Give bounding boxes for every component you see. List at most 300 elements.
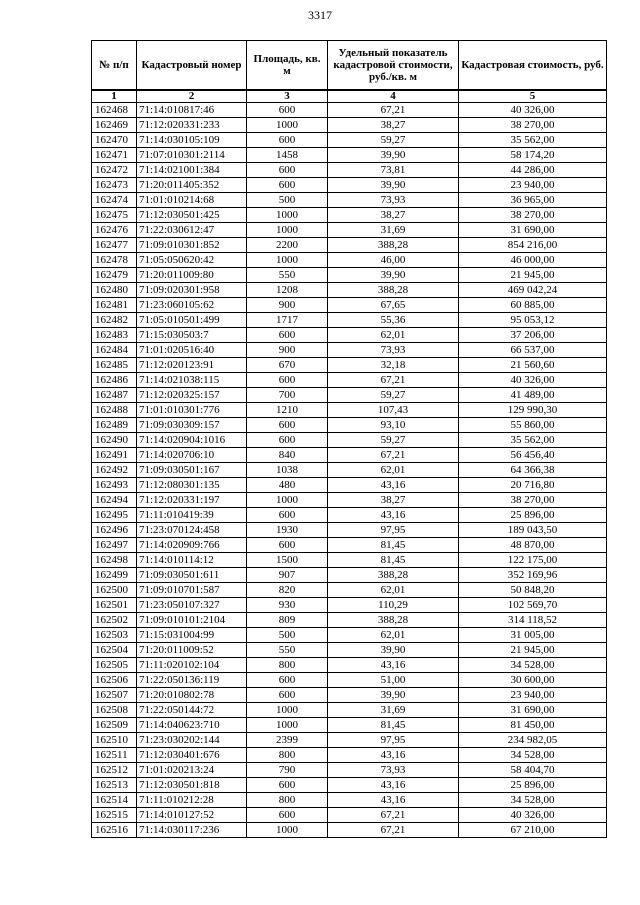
table-row (92, 223, 607, 238)
cadastral-value-cell: 21 560,60 (459, 358, 607, 373)
cadastral-number-cell: 71:01:020516:40 (137, 343, 247, 358)
cadastral-value-cell: 40 326,00 (459, 808, 607, 823)
area-cell: 800 (247, 793, 328, 808)
row-number-cell: 162509 (92, 718, 137, 733)
row-number-cell: 162482 (92, 313, 137, 328)
row-number-cell: 162499 (92, 568, 137, 583)
row-number-cell: 162496 (92, 523, 137, 538)
cadastral-number-cell: 71:12:030401:676 (137, 748, 247, 763)
cadastral-number-cell: 71:15:030503:7 (137, 328, 247, 343)
cadastral-value-cell: 352 169,96 (459, 568, 607, 583)
row-number-cell: 162492 (92, 463, 137, 478)
cadastral-value-cell: 21 945,00 (459, 268, 607, 283)
row-number-cell: 162476 (92, 223, 137, 238)
cadastral-number-cell: 71:14:030117:236 (137, 823, 247, 838)
unit-value-cell: 67,21 (328, 373, 459, 388)
cadastral-number-cell: 71:05:010501:499 (137, 313, 247, 328)
table-row (92, 823, 607, 838)
cadastral-number-cell: 71:14:010127:52 (137, 808, 247, 823)
area-cell: 900 (247, 298, 328, 313)
row-number-cell: 162513 (92, 778, 137, 793)
column-number: 4 (328, 90, 459, 103)
cadastral-value-cell: 66 537,00 (459, 343, 607, 358)
row-number-cell: 162512 (92, 763, 137, 778)
cadastral-number-cell: 71:09:030501:167 (137, 463, 247, 478)
cadastral-number-cell: 71:14:021038:115 (137, 373, 247, 388)
row-number-cell: 162479 (92, 268, 137, 283)
cadastral-value-cell: 189 043,50 (459, 523, 607, 538)
area-cell: 1000 (247, 223, 328, 238)
row-number-cell: 162487 (92, 388, 137, 403)
unit-value-cell: 93,10 (328, 418, 459, 433)
unit-value-cell: 38,27 (328, 208, 459, 223)
table-row (92, 688, 607, 703)
area-cell: 1500 (247, 553, 328, 568)
unit-value-cell: 62,01 (328, 628, 459, 643)
area-cell: 2399 (247, 733, 328, 748)
area-cell: 600 (247, 133, 328, 148)
area-cell: 1000 (247, 118, 328, 133)
row-number-cell: 162500 (92, 583, 137, 598)
table-row (92, 403, 607, 418)
row-number-cell: 162489 (92, 418, 137, 433)
area-cell: 600 (247, 508, 328, 523)
cadastral-value-cell: 56 456,40 (459, 448, 607, 463)
row-number-cell: 162486 (92, 373, 137, 388)
cadastral-number-cell: 71:14:020904:1016 (137, 433, 247, 448)
area-cell: 600 (247, 538, 328, 553)
row-number-cell: 162481 (92, 298, 137, 313)
cadastral-number-cell: 71:22:050136:119 (137, 673, 247, 688)
cadastral-number-cell: 71:23:070124:458 (137, 523, 247, 538)
area-cell: 900 (247, 343, 328, 358)
row-number-cell: 162488 (92, 403, 137, 418)
cadastral-number-cell: 71:09:020301:958 (137, 283, 247, 298)
unit-value-cell: 97,95 (328, 733, 459, 748)
row-number-cell: 162478 (92, 253, 137, 268)
unit-value-cell: 51,00 (328, 673, 459, 688)
area-cell: 600 (247, 373, 328, 388)
area-cell: 1930 (247, 523, 328, 538)
area-cell: 1000 (247, 718, 328, 733)
cadastral-number-cell: 71:01:010214:68 (137, 193, 247, 208)
row-number-cell: 162493 (92, 478, 137, 493)
cadastral-value-cell: 41 489,00 (459, 388, 607, 403)
table-row (92, 673, 607, 688)
table-row (92, 268, 607, 283)
header-cadastral-value: Кадастровая стоимость, руб. (459, 41, 607, 91)
unit-value-cell: 388,28 (328, 283, 459, 298)
table-row (92, 193, 607, 208)
cadastral-number-cell: 71:12:020123:91 (137, 358, 247, 373)
row-number-cell: 162497 (92, 538, 137, 553)
cadastral-number-cell: 71:22:050144:72 (137, 703, 247, 718)
table-row (92, 643, 607, 658)
area-cell: 820 (247, 583, 328, 598)
area-cell: 600 (247, 778, 328, 793)
cadastral-value-cell: 58 404,70 (459, 763, 607, 778)
cadastral-value-cell: 44 286,00 (459, 163, 607, 178)
unit-value-cell: 81,45 (328, 538, 459, 553)
unit-value-cell: 388,28 (328, 238, 459, 253)
row-number-cell: 162503 (92, 628, 137, 643)
area-cell: 600 (247, 808, 328, 823)
row-number-cell: 162474 (92, 193, 137, 208)
table-row (92, 523, 607, 538)
area-cell: 1038 (247, 463, 328, 478)
cadastral-number-cell: 71:12:030501:818 (137, 778, 247, 793)
column-number: 1 (92, 90, 137, 103)
table-row (92, 628, 607, 643)
table-body (92, 103, 607, 838)
unit-value-cell: 38,27 (328, 493, 459, 508)
cadastral-number-cell: 71:15:031004:99 (137, 628, 247, 643)
cadastral-number-cell: 71:01:010301:776 (137, 403, 247, 418)
cadastral-value-cell: 95 053,12 (459, 313, 607, 328)
table-row (92, 718, 607, 733)
cadastral-number-cell: 71:09:010101:2104 (137, 613, 247, 628)
cadastral-number-cell: 71:09:010701:587 (137, 583, 247, 598)
cadastral-number-cell: 71:07:010301:2114 (137, 148, 247, 163)
table-row (92, 763, 607, 778)
table-row (92, 478, 607, 493)
unit-value-cell: 39,90 (328, 643, 459, 658)
cadastral-value-cell: 234 982,05 (459, 733, 607, 748)
row-number-cell: 162483 (92, 328, 137, 343)
area-cell: 600 (247, 433, 328, 448)
cadastral-number-cell: 71:20:010802:78 (137, 688, 247, 703)
page-number: 3317 (308, 8, 332, 22)
area-cell: 1208 (247, 283, 328, 298)
unit-value-cell: 59,27 (328, 133, 459, 148)
row-number-cell: 162498 (92, 553, 137, 568)
area-cell: 1000 (247, 493, 328, 508)
cadastral-number-cell: 71:09:030309:157 (137, 418, 247, 433)
row-number-cell: 162485 (92, 358, 137, 373)
unit-value-cell: 39,90 (328, 148, 459, 163)
cadastral-number-cell: 71:23:060105:62 (137, 298, 247, 313)
area-cell: 2200 (247, 238, 328, 253)
table-row (92, 598, 607, 613)
header-area: Площадь, кв. м (247, 41, 328, 91)
area-cell: 1717 (247, 313, 328, 328)
cadastral-value-cell: 37 206,00 (459, 328, 607, 343)
cadastral-value-cell: 48 870,00 (459, 538, 607, 553)
row-number-cell: 162491 (92, 448, 137, 463)
cadastral-value-cell: 64 366,38 (459, 463, 607, 478)
area-cell: 1000 (247, 253, 328, 268)
table-row (92, 553, 607, 568)
cadastral-value-cell: 469 042,24 (459, 283, 607, 298)
row-number-cell: 162507 (92, 688, 137, 703)
unit-value-cell: 73,81 (328, 163, 459, 178)
cadastral-value-table (91, 40, 607, 838)
cadastral-number-cell: 71:14:030105:109 (137, 133, 247, 148)
area-cell: 1000 (247, 703, 328, 718)
unit-value-cell: 62,01 (328, 328, 459, 343)
area-cell: 600 (247, 673, 328, 688)
row-number-cell: 162515 (92, 808, 137, 823)
unit-value-cell: 388,28 (328, 568, 459, 583)
cadastral-number-cell: 71:12:020331:197 (137, 493, 247, 508)
cadastral-number-cell: 71:20:011009:52 (137, 643, 247, 658)
table-row (92, 148, 607, 163)
column-number: 3 (247, 90, 328, 103)
area-cell: 1210 (247, 403, 328, 418)
table-row (92, 418, 607, 433)
header-row (92, 41, 607, 91)
area-cell: 600 (247, 163, 328, 178)
unit-value-cell: 43,16 (328, 508, 459, 523)
unit-value-cell: 39,90 (328, 178, 459, 193)
table-row (92, 658, 607, 673)
unit-value-cell: 59,27 (328, 388, 459, 403)
table-row (92, 118, 607, 133)
cadastral-number-cell: 71:12:020331:233 (137, 118, 247, 133)
cadastral-number-cell: 71:14:010817:46 (137, 103, 247, 118)
row-number-cell: 162469 (92, 118, 137, 133)
unit-value-cell: 55,36 (328, 313, 459, 328)
cadastral-value-cell: 81 450,00 (459, 718, 607, 733)
table-row (92, 283, 607, 298)
unit-value-cell: 31,69 (328, 703, 459, 718)
cadastral-number-cell: 71:23:030202:144 (137, 733, 247, 748)
table-row (92, 103, 607, 118)
table-row (92, 208, 607, 223)
cadastral-number-cell: 71:14:010114:12 (137, 553, 247, 568)
row-number-cell: 162501 (92, 598, 137, 613)
area-cell: 840 (247, 448, 328, 463)
cadastral-value-cell: 60 885,00 (459, 298, 607, 313)
table-row (92, 793, 607, 808)
unit-value-cell: 43,16 (328, 658, 459, 673)
row-number-cell: 162480 (92, 283, 137, 298)
cadastral-value-cell: 58 174,20 (459, 148, 607, 163)
cadastral-value-cell: 314 118,52 (459, 613, 607, 628)
area-cell: 800 (247, 658, 328, 673)
cadastral-value-cell: 38 270,00 (459, 118, 607, 133)
cadastral-value-cell: 55 860,00 (459, 418, 607, 433)
cadastral-value-cell: 23 940,00 (459, 178, 607, 193)
row-number-cell: 162505 (92, 658, 137, 673)
area-cell: 600 (247, 103, 328, 118)
cadastral-number-cell: 71:11:020102:104 (137, 658, 247, 673)
cadastral-value-cell: 23 940,00 (459, 688, 607, 703)
row-number-cell: 162472 (92, 163, 137, 178)
area-cell: 480 (247, 478, 328, 493)
unit-value-cell: 43,16 (328, 478, 459, 493)
cadastral-value-cell: 67 210,00 (459, 823, 607, 838)
table-row (92, 583, 607, 598)
cadastral-number-cell: 71:20:011405:352 (137, 178, 247, 193)
cadastral-value-cell: 20 716,80 (459, 478, 607, 493)
unit-value-cell: 388,28 (328, 613, 459, 628)
unit-value-cell: 67,21 (328, 103, 459, 118)
table-row (92, 178, 607, 193)
row-number-cell: 162471 (92, 148, 137, 163)
unit-value-cell: 81,45 (328, 718, 459, 733)
table-row (92, 343, 607, 358)
area-cell: 500 (247, 628, 328, 643)
cadastral-value-cell: 129 990,30 (459, 403, 607, 418)
area-cell: 600 (247, 688, 328, 703)
cadastral-value-cell: 102 569,70 (459, 598, 607, 613)
cadastral-number-cell: 71:23:050107:327 (137, 598, 247, 613)
cadastral-number-cell: 71:11:010212:28 (137, 793, 247, 808)
cadastral-value-cell: 35 562,00 (459, 133, 607, 148)
table-row (92, 388, 607, 403)
row-number-cell: 162510 (92, 733, 137, 748)
unit-value-cell: 67,21 (328, 808, 459, 823)
unit-value-cell: 97,95 (328, 523, 459, 538)
unit-value-cell: 59,27 (328, 433, 459, 448)
row-number-cell: 162511 (92, 748, 137, 763)
cadastral-value-cell: 50 848,20 (459, 583, 607, 598)
unit-value-cell: 43,16 (328, 793, 459, 808)
cadastral-number-cell: 71:09:030501:611 (137, 568, 247, 583)
cadastral-value-cell: 40 326,00 (459, 103, 607, 118)
area-cell: 500 (247, 193, 328, 208)
table-row (92, 373, 607, 388)
cadastral-value-cell: 38 270,00 (459, 493, 607, 508)
table-row (92, 238, 607, 253)
table-row (92, 508, 607, 523)
unit-value-cell: 73,93 (328, 193, 459, 208)
table-row (92, 313, 607, 328)
unit-value-cell: 107,43 (328, 403, 459, 418)
area-cell: 1458 (247, 148, 328, 163)
area-cell: 1000 (247, 823, 328, 838)
area-cell: 670 (247, 358, 328, 373)
cadastral-number-cell: 71:05:050620:42 (137, 253, 247, 268)
area-cell: 600 (247, 328, 328, 343)
table-row (92, 133, 607, 148)
column-number: 5 (459, 90, 607, 103)
row-number-cell: 162502 (92, 613, 137, 628)
unit-value-cell: 62,01 (328, 583, 459, 598)
unit-value-cell: 43,16 (328, 748, 459, 763)
cadastral-number-cell: 71:20:011009:80 (137, 268, 247, 283)
header-cadastral-number: Кадастровый номер (137, 41, 247, 91)
unit-value-cell: 81,45 (328, 553, 459, 568)
table-row (92, 808, 607, 823)
cadastral-value-cell: 122 175,00 (459, 553, 607, 568)
cadastral-number-cell: 71:11:010419:39 (137, 508, 247, 523)
cadastral-number-cell: 71:09:010301:852 (137, 238, 247, 253)
cadastral-value-cell: 31 690,00 (459, 223, 607, 238)
unit-value-cell: 110,29 (328, 598, 459, 613)
row-number-cell: 162490 (92, 433, 137, 448)
area-cell: 700 (247, 388, 328, 403)
row-number-cell: 162516 (92, 823, 137, 838)
unit-value-cell: 67,65 (328, 298, 459, 313)
cadastral-number-cell: 71:14:040623:710 (137, 718, 247, 733)
area-cell: 809 (247, 613, 328, 628)
cadastral-number-cell: 71:14:021001:384 (137, 163, 247, 178)
cadastral-value-cell: 34 528,00 (459, 748, 607, 763)
cadastral-number-cell: 71:22:030612:47 (137, 223, 247, 238)
table-row (92, 448, 607, 463)
cadastral-number-cell: 71:14:020909:766 (137, 538, 247, 553)
cadastral-number-cell: 71:12:080301:135 (137, 478, 247, 493)
unit-value-cell: 43,16 (328, 778, 459, 793)
row-number-cell: 162506 (92, 673, 137, 688)
unit-value-cell: 31,69 (328, 223, 459, 238)
row-number-cell: 162475 (92, 208, 137, 223)
column-number: 2 (137, 90, 247, 103)
area-cell: 600 (247, 418, 328, 433)
cadastral-number-cell: 71:14:020706:10 (137, 448, 247, 463)
cadastral-number-cell: 71:01:020213:24 (137, 763, 247, 778)
column-number-row (92, 90, 607, 103)
row-number-cell: 162508 (92, 703, 137, 718)
row-number-cell: 162477 (92, 238, 137, 253)
cadastral-value-cell: 31 690,00 (459, 703, 607, 718)
table-row (92, 163, 607, 178)
table-row (92, 433, 607, 448)
table-row (92, 748, 607, 763)
row-number-cell: 162514 (92, 793, 137, 808)
cadastral-value-cell: 46 000,00 (459, 253, 607, 268)
row-number-cell: 162470 (92, 133, 137, 148)
cadastral-value-cell: 34 528,00 (459, 793, 607, 808)
table-row (92, 463, 607, 478)
row-number-cell: 162494 (92, 493, 137, 508)
cadastral-value-cell: 25 896,00 (459, 508, 607, 523)
cadastral-value-cell: 854 216,00 (459, 238, 607, 253)
table-row (92, 358, 607, 373)
table-row (92, 538, 607, 553)
cadastral-value-cell: 30 600,00 (459, 673, 607, 688)
cadastral-value-cell: 36 965,00 (459, 193, 607, 208)
table-row (92, 568, 607, 583)
cadastral-value-cell: 34 528,00 (459, 658, 607, 673)
row-number-cell: 162473 (92, 178, 137, 193)
cadastral-number-cell: 71:12:020325:157 (137, 388, 247, 403)
row-number-cell: 162484 (92, 343, 137, 358)
unit-value-cell: 46,00 (328, 253, 459, 268)
cadastral-value-cell: 25 896,00 (459, 778, 607, 793)
area-cell: 600 (247, 178, 328, 193)
table-row (92, 778, 607, 793)
table-row (92, 703, 607, 718)
table-row (92, 733, 607, 748)
unit-value-cell: 73,93 (328, 343, 459, 358)
row-number-cell: 162495 (92, 508, 137, 523)
unit-value-cell: 73,93 (328, 763, 459, 778)
table-row (92, 298, 607, 313)
table-row (92, 328, 607, 343)
unit-value-cell: 32,18 (328, 358, 459, 373)
area-cell: 930 (247, 598, 328, 613)
unit-value-cell: 62,01 (328, 463, 459, 478)
area-cell: 1000 (247, 208, 328, 223)
unit-value-cell: 39,90 (328, 268, 459, 283)
cadastral-value-cell: 38 270,00 (459, 208, 607, 223)
cadastral-value-cell: 40 326,00 (459, 373, 607, 388)
table-row (92, 493, 607, 508)
cadastral-value-cell: 21 945,00 (459, 643, 607, 658)
row-number-cell: 162468 (92, 103, 137, 118)
unit-value-cell: 38,27 (328, 118, 459, 133)
header-row-number: № п/п (92, 41, 137, 91)
cadastral-number-cell: 71:12:030501:425 (137, 208, 247, 223)
row-number-cell: 162504 (92, 643, 137, 658)
area-cell: 800 (247, 748, 328, 763)
unit-value-cell: 67,21 (328, 448, 459, 463)
area-cell: 907 (247, 568, 328, 583)
table-row (92, 613, 607, 628)
